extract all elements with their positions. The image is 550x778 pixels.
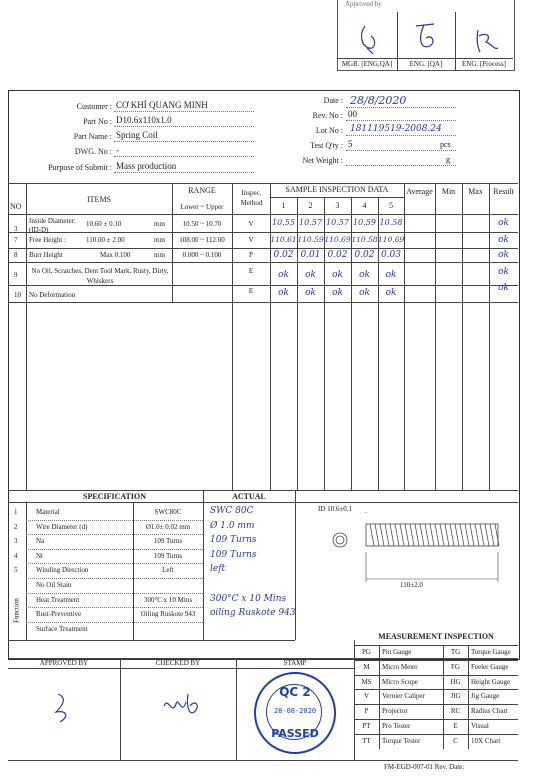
- spec-row-actual: 109 Turns: [210, 549, 257, 560]
- measure-name: Pin Gauge: [382, 648, 412, 656]
- stamp-top: QC 2: [279, 685, 311, 699]
- measure-name: Torque Tester: [382, 736, 421, 745]
- spring-drawing: [326, 512, 506, 592]
- qty-value: 5: [348, 139, 353, 149]
- sample-value: 10.58: [379, 218, 403, 227]
- signature-mgr: [355, 18, 385, 56]
- row-no: 10: [14, 291, 21, 299]
- row-item: Burr Height: [29, 251, 63, 259]
- measure-name: Micro Scope: [382, 677, 418, 686]
- spec-row-label: Heat Treatment: [36, 595, 80, 604]
- row-method: E: [248, 267, 254, 275]
- sample-value: 10.57: [326, 218, 349, 227]
- sample-col-5: 5: [389, 201, 393, 210]
- approval-col-mgr: MGR. [ENG,QA]: [341, 60, 393, 68]
- approved-by-label: APPROVED BY: [39, 659, 89, 667]
- spec-row-spec: Ø1.0± 0.02 mm: [145, 522, 191, 531]
- row-range: 0.000 ~ 0.100: [182, 251, 222, 259]
- approved-by-header: Approved by: [345, 0, 382, 8]
- spec-row-label: Na: [36, 537, 45, 546]
- sample-value: ok: [332, 288, 343, 298]
- row-no: 9: [14, 271, 18, 279]
- spec-row-label: Material: [36, 508, 60, 516]
- row-spec: 110.00 ± 2.00: [86, 236, 125, 244]
- measure-code: V: [363, 692, 370, 701]
- spec-title: SPECIFICATION: [83, 492, 146, 501]
- measure-name: Pro Tester: [382, 722, 411, 730]
- dwg-label: DWG. No :: [74, 147, 112, 156]
- spec-row-actual: 300°C x 10 Mins: [210, 593, 287, 604]
- row-spec: 10.60 ± 0.10: [86, 220, 122, 228]
- customer-value: CƠ KHÍ QUANG MINH: [116, 100, 208, 110]
- stamp-bottom: PASSED: [271, 727, 319, 740]
- spec-row-spec: 109 Turns: [153, 537, 183, 546]
- approval-col-eng-qa: ENG. [QA]: [409, 60, 443, 68]
- measure-name: Vernier Caliper: [382, 692, 425, 701]
- measure-code: RC: [450, 707, 461, 716]
- sample-value: 10.59: [353, 218, 376, 227]
- sample-value: 0.03: [380, 250, 402, 260]
- spec-row-no: 5: [14, 566, 18, 575]
- sample-value: 110.69: [324, 235, 351, 244]
- measure-code: MS: [361, 677, 372, 686]
- row-range: 108.00 ~ 112.00: [179, 236, 225, 244]
- sample-value: ok: [359, 288, 370, 298]
- measure-code: TG: [450, 648, 461, 656]
- measure-code: M: [363, 662, 370, 671]
- spec-row-label: Surface Treatment: [36, 624, 88, 633]
- measure-code: PT: [362, 722, 371, 730]
- spec-row-spec: Oiling Ruskote 943: [140, 610, 196, 619]
- sample-value: ok: [305, 270, 316, 280]
- partname-value: Spring Coil: [116, 130, 158, 140]
- sample-col-4: 4: [362, 201, 367, 210]
- dwg-value: -: [116, 145, 119, 155]
- partno-label: Part No :: [83, 117, 112, 126]
- sample-value: 0.02: [354, 250, 375, 260]
- spec-row-spec: 300°C x 10 Mins: [143, 595, 193, 604]
- row-method: V: [248, 220, 254, 228]
- signature-eng-qa: [412, 20, 442, 56]
- row-item: Inside Diameter: (ID-D): [29, 217, 76, 234]
- measure-name: 10X Chart: [471, 736, 501, 745]
- col-no: NO: [10, 202, 22, 211]
- spec-row-label: Nt: [36, 551, 43, 560]
- measure-name: Radius Chart: [471, 707, 508, 716]
- spec-row-label: Wire Diameter (d): [36, 522, 88, 531]
- col-range: RANGE: [188, 186, 216, 195]
- row-method: V: [248, 236, 254, 244]
- qty-unit: pcs: [440, 140, 451, 149]
- row-item: No Oil, Scratches, Dent Tool Mark, Rusty, Dirty, Whiskers: [31, 267, 169, 285]
- sample-value: 0.02: [273, 250, 294, 260]
- purpose-value: Mass production: [116, 161, 177, 171]
- measure-code: FG: [451, 662, 460, 671]
- measure-name: Visual: [471, 722, 489, 730]
- lot-value: 181119519-2008.24: [350, 124, 442, 134]
- drawing-id-label: ID 10.6±0.1: [318, 505, 352, 513]
- spec-row-label: No Oil Stain: [36, 581, 72, 589]
- sample-value: ok: [359, 270, 370, 280]
- measure-name: Jig Gauge: [471, 692, 500, 701]
- col-average: Average: [406, 187, 433, 196]
- row-unit: mm: [154, 220, 165, 228]
- sample-value: 110.69: [378, 235, 405, 244]
- measure-name: Projector: [382, 707, 408, 716]
- measure-name: Micro Meter: [382, 662, 418, 671]
- spec-row-label: Winding Direction: [36, 566, 89, 575]
- signature-approved: [50, 688, 80, 728]
- row-item: No Deformation: [29, 291, 76, 299]
- sample-value: ok: [385, 288, 397, 298]
- spec-row-spec: Left: [162, 566, 174, 575]
- sample-col-2: 2: [308, 201, 313, 210]
- qty-label: Test Q'ty :: [310, 141, 343, 150]
- signature-checked: [160, 686, 204, 726]
- measure-code: C: [453, 736, 458, 745]
- signature-eng-process: [472, 26, 502, 56]
- customer-label: Customer :: [76, 102, 112, 111]
- spec-row-spec: SWC80C: [154, 508, 182, 516]
- drawing-length-label: 110±2.0: [400, 581, 423, 589]
- sample-value: 10.55: [272, 218, 295, 227]
- measure-code: HG: [450, 677, 461, 686]
- sample-value: ok: [278, 270, 289, 280]
- row-result: ok: [498, 218, 509, 228]
- spec-row-no: 1: [14, 508, 18, 516]
- measure-name: Torque Gauge: [471, 648, 511, 656]
- row-no: 3: [14, 225, 18, 233]
- row-no: 8: [14, 251, 18, 259]
- sample-value: 110.59: [297, 235, 324, 244]
- spec-row-no: 2: [14, 522, 18, 531]
- partname-label: Part Name :: [73, 132, 112, 141]
- date-label: Date :: [323, 96, 343, 105]
- weight-unit: g: [446, 155, 450, 164]
- measure-name: Height Gauge: [471, 677, 511, 686]
- col-lower-upper: Lower ~ Upper: [180, 203, 224, 211]
- sample-value: ok: [385, 270, 397, 280]
- sample-value: ok: [332, 270, 343, 280]
- measure-code: P: [364, 707, 369, 716]
- actual-title: ACTUAL: [232, 492, 266, 501]
- col-method: Inspec. Method: [240, 189, 263, 207]
- col-max: Max: [468, 187, 483, 196]
- row-method: E: [248, 287, 254, 295]
- spec-row-actual: SWC 80C: [210, 506, 254, 516]
- measure-code: JIG: [450, 692, 461, 701]
- measure-code: TT: [362, 736, 371, 745]
- spec-row-no: 4: [14, 551, 18, 560]
- sample-value: ok: [305, 288, 316, 298]
- row-spec: Max 0.100: [100, 251, 131, 259]
- measure-title: MEASUREMENT INSPECTION: [378, 632, 494, 641]
- approval-col-eng-process: ENG. [Process]: [462, 60, 506, 68]
- sample-col-1: 1: [281, 201, 286, 210]
- measure-code: PG: [362, 648, 371, 656]
- partno-value: D10.6x110x1.0: [116, 115, 172, 125]
- col-min: Min: [441, 187, 456, 196]
- row-result: ok: [498, 235, 509, 245]
- spec-row-no: 3: [14, 537, 18, 546]
- qc-stamp: [254, 672, 336, 754]
- col-sample: SAMPLE INSPECTION DATA: [285, 185, 389, 194]
- rev-value: 00: [348, 109, 357, 119]
- date-value: 28/8/2020: [350, 94, 407, 107]
- spec-row-actual: left: [210, 564, 226, 575]
- row-unit: mm: [154, 236, 165, 244]
- sample-value: 110.58: [351, 235, 378, 244]
- footer-code: FM-EGD-007-01 Rev. Date:: [384, 763, 465, 771]
- stamp-date: 28-08-2020: [273, 707, 317, 715]
- sample-value: ok: [278, 288, 289, 298]
- checked-by-label: CHECKED BY: [155, 659, 201, 667]
- spec-row-actual: 109 Turns: [210, 535, 257, 546]
- purpose-label: Purpose of Submit :: [48, 163, 112, 172]
- row-result: ok: [498, 250, 509, 260]
- sample-value: 110.61: [270, 235, 297, 244]
- spec-side: Function: [12, 598, 21, 623]
- row-item: Free Height :: [29, 236, 66, 244]
- sample-value: 0.02: [327, 250, 348, 260]
- lot-label: Lot No :: [315, 126, 343, 135]
- row-result: ok: [498, 283, 509, 293]
- spec-row-actual: Ø 1.0 mm: [210, 520, 255, 531]
- spec-row-actual: oiling Ruskote 943: [210, 608, 296, 619]
- weight-label: Net Weight :: [302, 156, 343, 165]
- measure-code: E: [453, 722, 458, 730]
- row-range: 10.50 ~ 10.70: [182, 220, 222, 228]
- row-unit: mm: [154, 251, 165, 259]
- spec-row-spec: 109 Turns: [153, 551, 183, 560]
- sample-value: 10.57: [299, 218, 322, 227]
- sample-value: 0.01: [300, 250, 321, 260]
- spec-row-label: Rust-Preventive: [36, 610, 82, 619]
- row-result: ok: [498, 267, 509, 277]
- row-no: 7: [14, 236, 18, 244]
- measure-name: Feeler Gauge: [471, 662, 509, 671]
- row-method: P: [249, 251, 253, 259]
- rev-label: Rev. No :: [312, 111, 343, 120]
- col-items: ITEMS: [87, 195, 111, 204]
- sample-col-3: 3: [335, 201, 340, 210]
- stamp-label: STAMP: [283, 659, 307, 667]
- col-result: Result: [493, 187, 514, 196]
